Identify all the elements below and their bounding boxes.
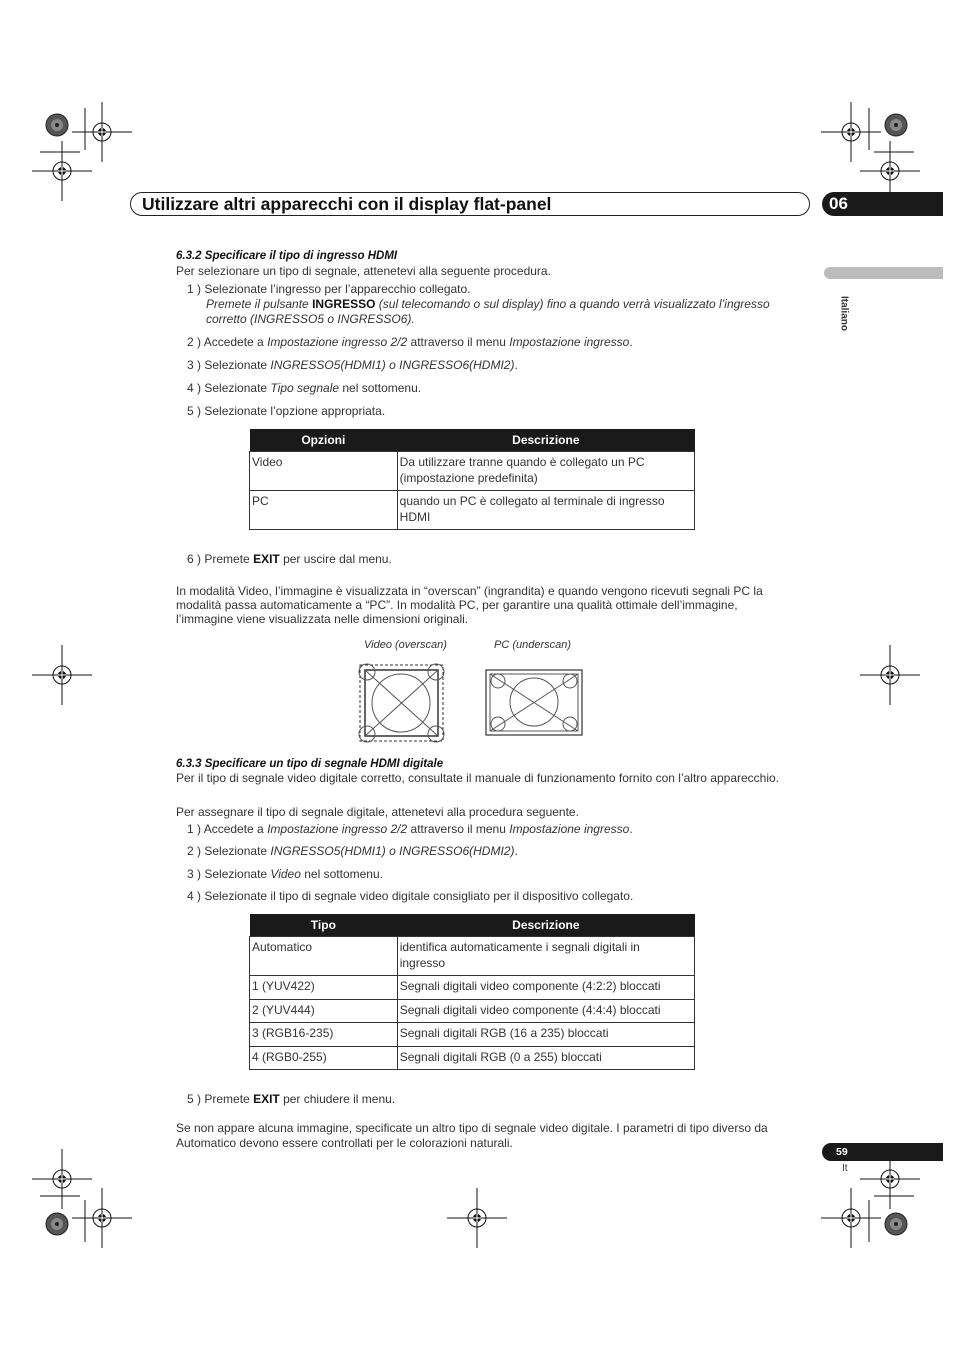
table-row: 1 (YUV422) Segnali digitali video componente (4:2:2) bloccati (250, 976, 695, 1000)
step-3: 3 ) Selezionate INGRESSO5(HDMI1) o INGRESSO6(HDMI2). (187, 358, 518, 372)
table-row: Automatico identifica automaticamente i segnali digitali in ingresso (250, 937, 695, 976)
paragraph-line: Automatico devono essere controllati per le colorazioni naturali. (176, 1136, 513, 1150)
step-1-detail: Premete il pulsante INGRESSO (sul telecomando o sul display) fino a quando verrà visualizzato l’ingresso (206, 297, 770, 311)
paragraph-line: In modalità Video, l’immagine è visualizzata in “overscan” (ingrandita) e quando vengono ricevuti segnali PC la (176, 584, 763, 598)
page-title: Utilizzare altri apparecchi con il display flat-panel (142, 194, 552, 214)
figure-caption-pc: PC (underscan) (494, 639, 572, 651)
step-6: 6 ) Premete EXIT per uscire dal menu. (187, 552, 392, 566)
paragraph-line: Se non appare alcuna immagine, specificate un altro tipo di segnale video digitale. I parametri di tipo diverso da (176, 1121, 768, 1135)
table-row: PC quando un PC è collegato al terminale di ingresso HDMI (250, 491, 695, 530)
section-intro: Per selezionare un tipo di segnale, attenetevi alla seguente procedura. (176, 264, 551, 278)
page-number: 59 (836, 1146, 848, 1158)
table-row: Video Da utilizzare tranne quando è collegato un PC (impostazione predefinita) (250, 452, 695, 491)
section-intro-2: Per assegnare il tipo di segnale digitale, attenetevi alla procedura seguente. (176, 805, 579, 819)
step-2: 2 ) Selezionate INGRESSO5(HDMI1) o INGRESSO6(HDMI2). (187, 844, 518, 858)
table-row: 3 (RGB16-235) Segnali digitali RGB (16 a 235) bloccati (250, 1023, 695, 1047)
language-tab (824, 267, 943, 279)
section-heading-digital-signal: 6.3.3 Specificare un tipo di segnale HDMI digitale (176, 758, 444, 770)
paragraph-line: modalità passa automaticamente a “PC”. In modalità PC, per garantire una qualità ottimale dell’immagine, (176, 598, 738, 612)
step-5: 5 ) Premete EXIT per chiudere il menu. (187, 1092, 396, 1106)
step-3: 3 ) Selezionate Video nel sottomenu. (187, 867, 383, 881)
section-intro: Per il tipo di segnale video digitale corretto, consultate il manuale di funzionamento fornito con l’altro apparecchio. (176, 771, 780, 785)
section-heading-hdmi-input-type: 6.3.2 Specificare il tipo di ingresso HDMI (176, 250, 398, 262)
table-header: Tipo (250, 914, 398, 937)
table-header: Opzioni (250, 429, 398, 452)
page-language: It (842, 1163, 848, 1174)
options-table (249, 429, 695, 530)
signal-type-table (249, 914, 695, 1070)
language-label: Italiano (838, 295, 850, 331)
step-1: 1 ) Selezionate l’ingresso per l’apparecchio collegato. (187, 282, 471, 296)
figure-caption-video: Video (overscan) (364, 639, 447, 651)
chapter-number: 06 (829, 194, 848, 213)
table-row: 2 (YUV444) Segnali digitali video componente (4:4:4) bloccati (250, 999, 695, 1023)
step-1: 1 ) Accedete a Impostazione ingresso 2/2 attraverso il menu Impostazione ingresso. (187, 822, 633, 836)
table-row: 4 (RGB0-255) Segnali digitali RGB (0 a 255) bloccati (250, 1046, 695, 1070)
step-2: 2 ) Accedete a Impostazione ingresso 2/2 attraverso il menu Impostazione ingresso. (187, 335, 633, 349)
step-1-detail-cont: corretto (INGRESSO5 o INGRESSO6). (206, 312, 415, 326)
table-header: Descrizione (397, 429, 694, 452)
table-header: Descrizione (397, 914, 694, 937)
step-4: 4 ) Selezionate Tipo segnale nel sottomenu. (187, 381, 422, 395)
step-4: 4 ) Selezionate il tipo di segnale video digitale consigliato per il dispositivo collegato. (187, 889, 634, 903)
overscan-underscan-figure (355, 660, 590, 745)
paragraph-line: l’immagine viene visualizzata nelle dimensioni originali. (176, 612, 469, 626)
step-5: 5 ) Selezionate l’opzione appropriata. (187, 404, 386, 418)
